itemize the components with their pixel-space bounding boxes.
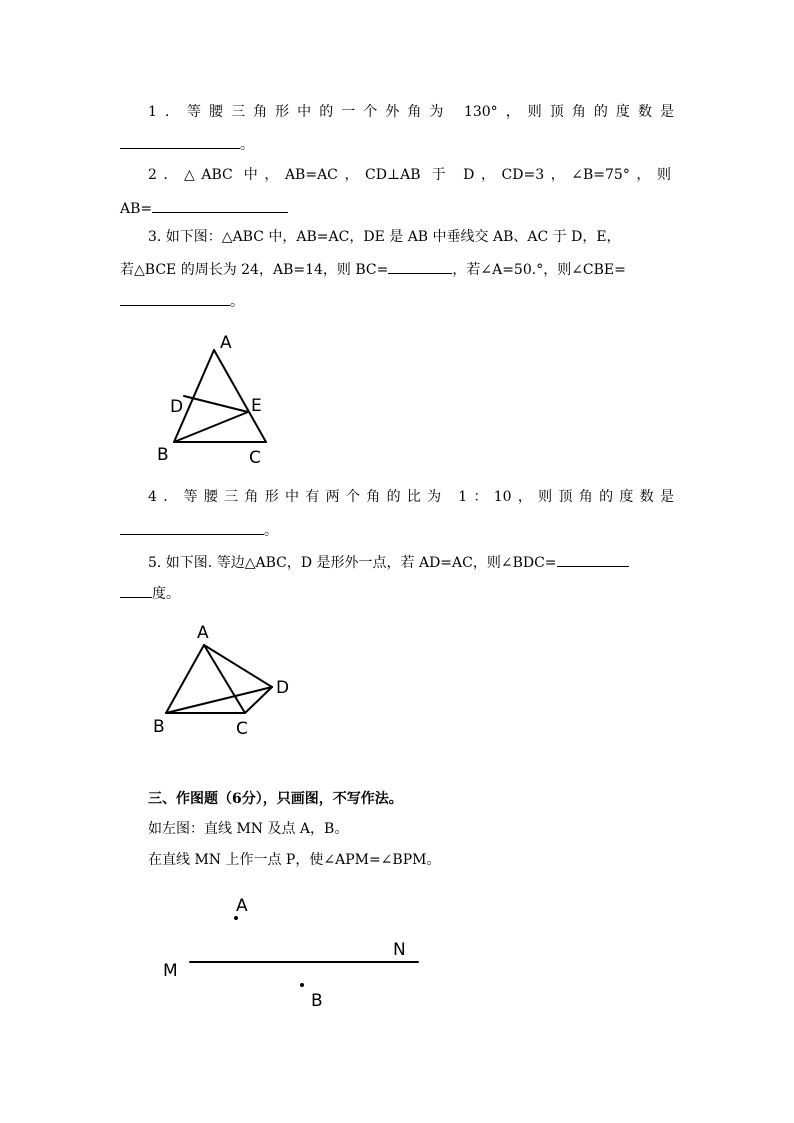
q2-line1: 2．△ABC 中，AB=AC，CD⊥AB 于 D，CD=3，∠B=75°，则 <box>148 167 671 183</box>
q4-line1: 4．等腰三角形中有两个角的比为 1：10，则顶角的度数是 <box>148 489 674 505</box>
construction-heading: 三、作图题（6分），只画图，不写作法。 <box>148 791 403 807</box>
q5-label-b: B <box>153 717 165 737</box>
q3-label-c: C <box>249 448 261 468</box>
q1-line2-end: 。 <box>240 137 254 153</box>
q2-line2-start: AB= <box>120 201 153 217</box>
point-b <box>300 983 304 987</box>
q1-line1: 1．等腰三角形中的一个外角为 130°，则顶角的度数是 <box>148 104 674 120</box>
construction-line2: 在直线 MN 上作一点 P，使∠APM=∠BPM。 <box>148 852 441 868</box>
construction-line1: 如左图：直线 MN 及点 A，B。 <box>148 821 349 837</box>
q3-line2-a: 若△BCE 的周长为 24，AB=14，则 BC= <box>120 262 389 278</box>
q4-line2-end: 。 <box>264 523 278 539</box>
q5-line1-text: 5. 如下图. 等边△ABC，D 是形外一点，若 AD=AC，则∠BDC= <box>148 555 557 571</box>
q5-label-a: A <box>197 623 209 643</box>
q5-label-d: D <box>276 678 290 698</box>
q3-label-b: B <box>157 445 169 465</box>
q5-label-c: C <box>236 719 248 739</box>
point-a <box>234 916 238 920</box>
q5-line2-end: 度。 <box>152 586 180 602</box>
q3-label-a: A <box>220 333 232 353</box>
q3-line1: 3. 如下图：△ABC 中，AB=AC，DE 是 AB 中垂线交 AB、AC 于 D，E， <box>148 229 621 245</box>
label-m: M <box>163 961 178 981</box>
label-a: A <box>236 896 248 916</box>
q3-label-e: E <box>251 396 262 416</box>
q3-label-d: D <box>170 397 184 417</box>
label-b: B <box>311 991 323 1011</box>
q3-line3-end: 。 <box>230 294 244 310</box>
label-n: N <box>393 940 406 960</box>
q3-line2-b: ，若∠A=50.°，则∠CBE= <box>452 262 626 278</box>
